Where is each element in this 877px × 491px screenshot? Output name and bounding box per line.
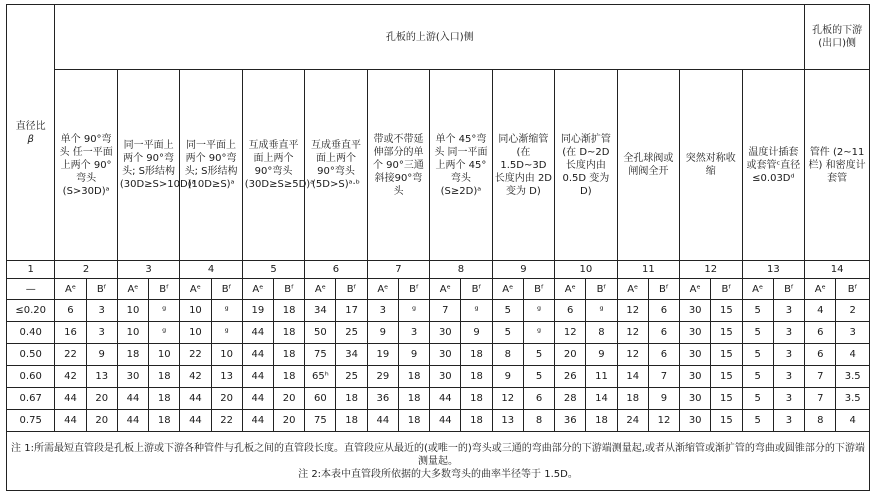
value-cell: 13 bbox=[86, 366, 117, 388]
value-cell: ᵍ bbox=[211, 300, 242, 322]
value-cell: 3 bbox=[773, 366, 804, 388]
value-cell: 18 bbox=[398, 410, 429, 432]
table-row bbox=[7, 366, 870, 388]
a-header-cell: Aᵉ bbox=[555, 279, 586, 300]
value-cell: 12 bbox=[555, 322, 586, 344]
value-cell: 3.5 bbox=[836, 388, 870, 410]
b-header-cell: Bᶠ bbox=[648, 279, 679, 300]
value-cell: 5 bbox=[742, 344, 773, 366]
value-cell: 3 bbox=[773, 322, 804, 344]
column-number: 11 bbox=[617, 261, 679, 279]
condition-cell: 互成垂直平面上两个 90°弯头 (30D≥S≥5D)ᵃ bbox=[242, 70, 304, 261]
column-number: 13 bbox=[742, 261, 805, 279]
document-page bbox=[6, 4, 870, 491]
value-cell: 9 bbox=[586, 344, 617, 366]
condition-cell: 温度计插套或套管ᶜ直径 ≤0.03Dᵈ bbox=[742, 70, 805, 261]
note-1: 注 1:所需最短直管段是孔板上游或下游各种管件与孔板之间的直管段长度。直管段应从最近的(或唯一的)弯头或三通的弯曲部分的下游端测量起,或者从渐缩管或渐扩管的弯曲或圆锥部分的下游端测量起。 bbox=[11, 442, 865, 467]
value-cell: 3 bbox=[773, 344, 804, 366]
value-cell: 34 bbox=[305, 300, 336, 322]
value-cell: 44 bbox=[242, 366, 273, 388]
a-header-cell: Aᵉ bbox=[430, 279, 461, 300]
value-cell: 13 bbox=[211, 366, 242, 388]
value-cell: 3 bbox=[836, 322, 870, 344]
b-header-cell: Bᶠ bbox=[711, 279, 742, 300]
value-cell: 6 bbox=[55, 300, 86, 322]
table-row bbox=[7, 322, 870, 344]
value-cell: 3 bbox=[773, 388, 804, 410]
a-header-cell: Aᵉ bbox=[680, 279, 711, 300]
a-header-cell: Aᵉ bbox=[117, 279, 148, 300]
column-number-row bbox=[7, 261, 870, 279]
value-cell: 36 bbox=[367, 388, 398, 410]
value-cell: 50 bbox=[305, 322, 336, 344]
condition-cell: 互成垂直平面上两个 90°弯头 (5D>S)ᵃ·ᵇ bbox=[305, 70, 367, 261]
value-cell: 12 bbox=[617, 344, 648, 366]
value-cell: 20 bbox=[274, 388, 305, 410]
value-cell: ᵍ bbox=[523, 322, 554, 344]
a-header-cell: Aᵉ bbox=[617, 279, 648, 300]
value-cell: 11 bbox=[586, 366, 617, 388]
value-cell: 18 bbox=[274, 300, 305, 322]
a-header-cell: Aᵉ bbox=[367, 279, 398, 300]
value-cell: 24 bbox=[617, 410, 648, 432]
value-cell: 4 bbox=[805, 300, 836, 322]
value-cell: 7 bbox=[805, 388, 836, 410]
value-cell: 34 bbox=[336, 344, 367, 366]
value-cell: 44 bbox=[242, 344, 273, 366]
value-cell: 42 bbox=[55, 366, 86, 388]
value-cell: 65ʰ bbox=[305, 366, 336, 388]
value-cell: 10 bbox=[149, 344, 180, 366]
value-cell: 44 bbox=[55, 388, 86, 410]
a-header-cell: Aᵉ bbox=[55, 279, 86, 300]
ratio-label: 直径比 bbox=[15, 120, 46, 132]
b-header-cell: Bᶠ bbox=[274, 279, 305, 300]
value-cell: 9 bbox=[461, 322, 492, 344]
value-cell: 3 bbox=[86, 300, 117, 322]
value-cell: 44 bbox=[55, 410, 86, 432]
value-cell: 25 bbox=[336, 366, 367, 388]
ratio-symbol: β bbox=[27, 133, 34, 145]
value-cell: 3 bbox=[773, 410, 804, 432]
value-cell: 6 bbox=[555, 300, 586, 322]
value-cell: 18 bbox=[149, 388, 180, 410]
value-cell: 20 bbox=[86, 388, 117, 410]
value-cell: 30 bbox=[680, 344, 711, 366]
value-cell: 12 bbox=[648, 410, 679, 432]
condition-cell: 同一平面上两个 90°弯头; S形结构 (30D≥S>10D)ᵃ bbox=[117, 70, 179, 261]
value-cell: 18 bbox=[398, 366, 429, 388]
value-cell: 44 bbox=[242, 388, 273, 410]
condition-cell: 管件 (2~11 栏) 和密度计套管 bbox=[805, 70, 870, 261]
value-cell: 6 bbox=[523, 388, 554, 410]
value-cell: 44 bbox=[430, 410, 461, 432]
value-cell: 28 bbox=[555, 388, 586, 410]
value-cell: 20 bbox=[211, 388, 242, 410]
value-cell: 18 bbox=[461, 344, 492, 366]
column-number: 5 bbox=[242, 261, 304, 279]
notes bbox=[7, 432, 870, 491]
condition-cell: 带或不带延伸部分的单个 90°三通斜接90°弯头 bbox=[367, 70, 429, 261]
b-header-cell: Bᶠ bbox=[523, 279, 554, 300]
value-cell: 30 bbox=[680, 366, 711, 388]
b-header-cell: Bᶠ bbox=[398, 279, 429, 300]
value-cell: 6 bbox=[805, 322, 836, 344]
b-header-cell: Bᶠ bbox=[211, 279, 242, 300]
value-cell: 30 bbox=[117, 366, 148, 388]
diameter-ratio-header bbox=[7, 5, 55, 261]
value-cell: 7 bbox=[430, 300, 461, 322]
a-header-cell: Aᵉ bbox=[305, 279, 336, 300]
value-cell: 12 bbox=[492, 388, 523, 410]
column-number: 12 bbox=[680, 261, 742, 279]
value-cell: 22 bbox=[211, 410, 242, 432]
value-cell: 12 bbox=[617, 300, 648, 322]
straight-length-table bbox=[6, 4, 870, 491]
column-number: 3 bbox=[117, 261, 179, 279]
value-cell: 18 bbox=[336, 388, 367, 410]
value-cell: 6 bbox=[648, 300, 679, 322]
value-cell: 18 bbox=[149, 410, 180, 432]
value-cell: 30 bbox=[430, 366, 461, 388]
value-cell: 3 bbox=[367, 300, 398, 322]
value-cell: 4 bbox=[836, 344, 870, 366]
value-cell: 3 bbox=[398, 322, 429, 344]
value-cell: 26 bbox=[555, 366, 586, 388]
value-cell: 18 bbox=[274, 344, 305, 366]
column-number: 1 bbox=[7, 261, 55, 279]
value-cell: 6 bbox=[805, 344, 836, 366]
value-cell: 5 bbox=[492, 322, 523, 344]
value-cell: 13 bbox=[492, 410, 523, 432]
beta-cell: 0.40 bbox=[7, 322, 55, 344]
value-cell: 5 bbox=[742, 322, 773, 344]
value-cell: ᵍ bbox=[211, 322, 242, 344]
downstream-title: 孔板的下游(出口)侧 bbox=[805, 5, 870, 70]
ab-header-row bbox=[7, 279, 870, 300]
value-cell: 5 bbox=[523, 366, 554, 388]
value-cell: 18 bbox=[149, 366, 180, 388]
value-cell: ᵍ bbox=[523, 300, 554, 322]
value-cell: ᵍ bbox=[149, 300, 180, 322]
condition-cell: 同一平面上两个 90°弯头; S形结构 (10D≥S)ᵃ bbox=[180, 70, 242, 261]
value-cell: 5 bbox=[742, 300, 773, 322]
value-cell: ᵍ bbox=[461, 300, 492, 322]
note-2: 注 2:本表中直管段所依据的大多数弯头的曲率半径等于 1.5D。 bbox=[298, 468, 578, 480]
value-cell: 9 bbox=[648, 388, 679, 410]
value-cell: 20 bbox=[86, 410, 117, 432]
value-cell: 18 bbox=[398, 388, 429, 410]
value-cell: 7 bbox=[648, 366, 679, 388]
table-row bbox=[7, 344, 870, 366]
condition-cell: 全孔球阀或闸阀全开 bbox=[617, 70, 679, 261]
column-number: 9 bbox=[492, 261, 554, 279]
a-header-cell: Aᵉ bbox=[742, 279, 773, 300]
value-cell: 44 bbox=[242, 410, 273, 432]
value-cell: 29 bbox=[367, 366, 398, 388]
value-cell: 15 bbox=[711, 388, 742, 410]
condition-cell: 单个 90°弯头 任一平面上两个 90°弯头 (S>30D)ᵃ bbox=[55, 70, 117, 261]
value-cell: 8 bbox=[586, 322, 617, 344]
upstream-title: 孔板的上游(入口)侧 bbox=[55, 5, 805, 70]
value-cell: 5 bbox=[742, 388, 773, 410]
value-cell: ᵍ bbox=[586, 300, 617, 322]
table-row bbox=[7, 388, 870, 410]
value-cell: 9 bbox=[367, 322, 398, 344]
value-cell: 30 bbox=[680, 388, 711, 410]
value-cell: 14 bbox=[617, 366, 648, 388]
value-cell: 36 bbox=[555, 410, 586, 432]
value-cell: 44 bbox=[117, 410, 148, 432]
beta-cell: 0.67 bbox=[7, 388, 55, 410]
value-cell: 10 bbox=[117, 300, 148, 322]
value-cell: 3 bbox=[773, 300, 804, 322]
column-number: 6 bbox=[305, 261, 367, 279]
value-cell: 15 bbox=[711, 322, 742, 344]
column-number: 4 bbox=[180, 261, 242, 279]
value-cell: 10 bbox=[180, 300, 211, 322]
value-cell: 15 bbox=[711, 344, 742, 366]
value-cell: 12 bbox=[617, 322, 648, 344]
value-cell: 22 bbox=[180, 344, 211, 366]
value-cell: 75 bbox=[305, 410, 336, 432]
a-header-cell: Aᵉ bbox=[180, 279, 211, 300]
b-header-cell: Bᶠ bbox=[461, 279, 492, 300]
value-cell: 7 bbox=[805, 366, 836, 388]
value-cell: 5 bbox=[742, 410, 773, 432]
value-cell: 30 bbox=[680, 300, 711, 322]
column-number: 2 bbox=[55, 261, 117, 279]
value-cell: 18 bbox=[586, 410, 617, 432]
value-cell: 18 bbox=[461, 366, 492, 388]
value-cell: 18 bbox=[274, 322, 305, 344]
table-row bbox=[7, 410, 870, 432]
table-row bbox=[7, 300, 870, 322]
value-cell: 3.5 bbox=[836, 366, 870, 388]
value-cell: 18 bbox=[461, 388, 492, 410]
column-number: 8 bbox=[430, 261, 492, 279]
value-cell: 60 bbox=[305, 388, 336, 410]
value-cell: 30 bbox=[430, 344, 461, 366]
value-cell: 16 bbox=[55, 322, 86, 344]
value-cell: 8 bbox=[523, 410, 554, 432]
value-cell: 30 bbox=[430, 322, 461, 344]
value-cell: 44 bbox=[180, 388, 211, 410]
value-cell: 6 bbox=[648, 322, 679, 344]
value-cell: 30 bbox=[680, 410, 711, 432]
b-header-cell: Bᶠ bbox=[336, 279, 367, 300]
value-cell: 44 bbox=[430, 388, 461, 410]
value-cell: ᵍ bbox=[149, 322, 180, 344]
value-cell: 30 bbox=[680, 322, 711, 344]
value-cell: ᵍ bbox=[398, 300, 429, 322]
value-cell: 9 bbox=[492, 366, 523, 388]
ab-dash: — bbox=[7, 279, 55, 300]
value-cell: 18 bbox=[461, 410, 492, 432]
value-cell: 20 bbox=[274, 410, 305, 432]
value-cell: 44 bbox=[367, 410, 398, 432]
value-cell: 18 bbox=[617, 388, 648, 410]
value-cell: 5 bbox=[492, 300, 523, 322]
b-header-cell: Bᶠ bbox=[773, 279, 804, 300]
value-cell: 20 bbox=[555, 344, 586, 366]
condition-cell: 突然对称收缩 bbox=[680, 70, 742, 261]
condition-cell: 单个 45°弯头 同一平面上两个 45°弯头 (S≥2D)ᵃ bbox=[430, 70, 492, 261]
value-cell: 3 bbox=[86, 322, 117, 344]
value-cell: 19 bbox=[242, 300, 273, 322]
value-cell: 8 bbox=[492, 344, 523, 366]
value-cell: 9 bbox=[398, 344, 429, 366]
value-cell: 44 bbox=[242, 322, 273, 344]
beta-cell: ≤0.20 bbox=[7, 300, 55, 322]
value-cell: 6 bbox=[648, 344, 679, 366]
beta-cell: 0.75 bbox=[7, 410, 55, 432]
b-header-cell: Bᶠ bbox=[149, 279, 180, 300]
value-cell: 10 bbox=[117, 322, 148, 344]
column-number: 10 bbox=[555, 261, 617, 279]
value-cell: 2 bbox=[836, 300, 870, 322]
column-number: 14 bbox=[805, 261, 870, 279]
value-cell: 44 bbox=[117, 388, 148, 410]
a-header-cell: Aᵉ bbox=[492, 279, 523, 300]
value-cell: 75 bbox=[305, 344, 336, 366]
condition-cell: 同心渐扩管(在 D~2D 长度内由 0.5D 变为 D) bbox=[555, 70, 617, 261]
value-cell: 5 bbox=[742, 366, 773, 388]
value-cell: 15 bbox=[711, 410, 742, 432]
beta-cell: 0.50 bbox=[7, 344, 55, 366]
a-header-cell: Aᵉ bbox=[805, 279, 836, 300]
value-cell: 18 bbox=[117, 344, 148, 366]
b-header-cell: Bᶠ bbox=[586, 279, 617, 300]
value-cell: 10 bbox=[211, 344, 242, 366]
value-cell: 15 bbox=[711, 300, 742, 322]
b-header-cell: Bᶠ bbox=[836, 279, 870, 300]
value-cell: 4 bbox=[836, 410, 870, 432]
value-cell: 5 bbox=[523, 344, 554, 366]
value-cell: 42 bbox=[180, 366, 211, 388]
value-cell: 9 bbox=[86, 344, 117, 366]
a-header-cell: Aᵉ bbox=[242, 279, 273, 300]
value-cell: 15 bbox=[711, 366, 742, 388]
value-cell: 17 bbox=[336, 300, 367, 322]
column-number: 7 bbox=[367, 261, 429, 279]
beta-cell: 0.60 bbox=[7, 366, 55, 388]
value-cell: 10 bbox=[180, 322, 211, 344]
condition-cell: 同心渐缩管(在 1.5D~3D 长度内由 2D 变为 D) bbox=[492, 70, 554, 261]
value-cell: 22 bbox=[55, 344, 86, 366]
b-header-cell: Bᶠ bbox=[86, 279, 117, 300]
value-cell: 8 bbox=[805, 410, 836, 432]
value-cell: 18 bbox=[336, 410, 367, 432]
value-cell: 18 bbox=[274, 366, 305, 388]
value-cell: 25 bbox=[336, 322, 367, 344]
value-cell: 14 bbox=[586, 388, 617, 410]
value-cell: 44 bbox=[180, 410, 211, 432]
value-cell: 19 bbox=[367, 344, 398, 366]
